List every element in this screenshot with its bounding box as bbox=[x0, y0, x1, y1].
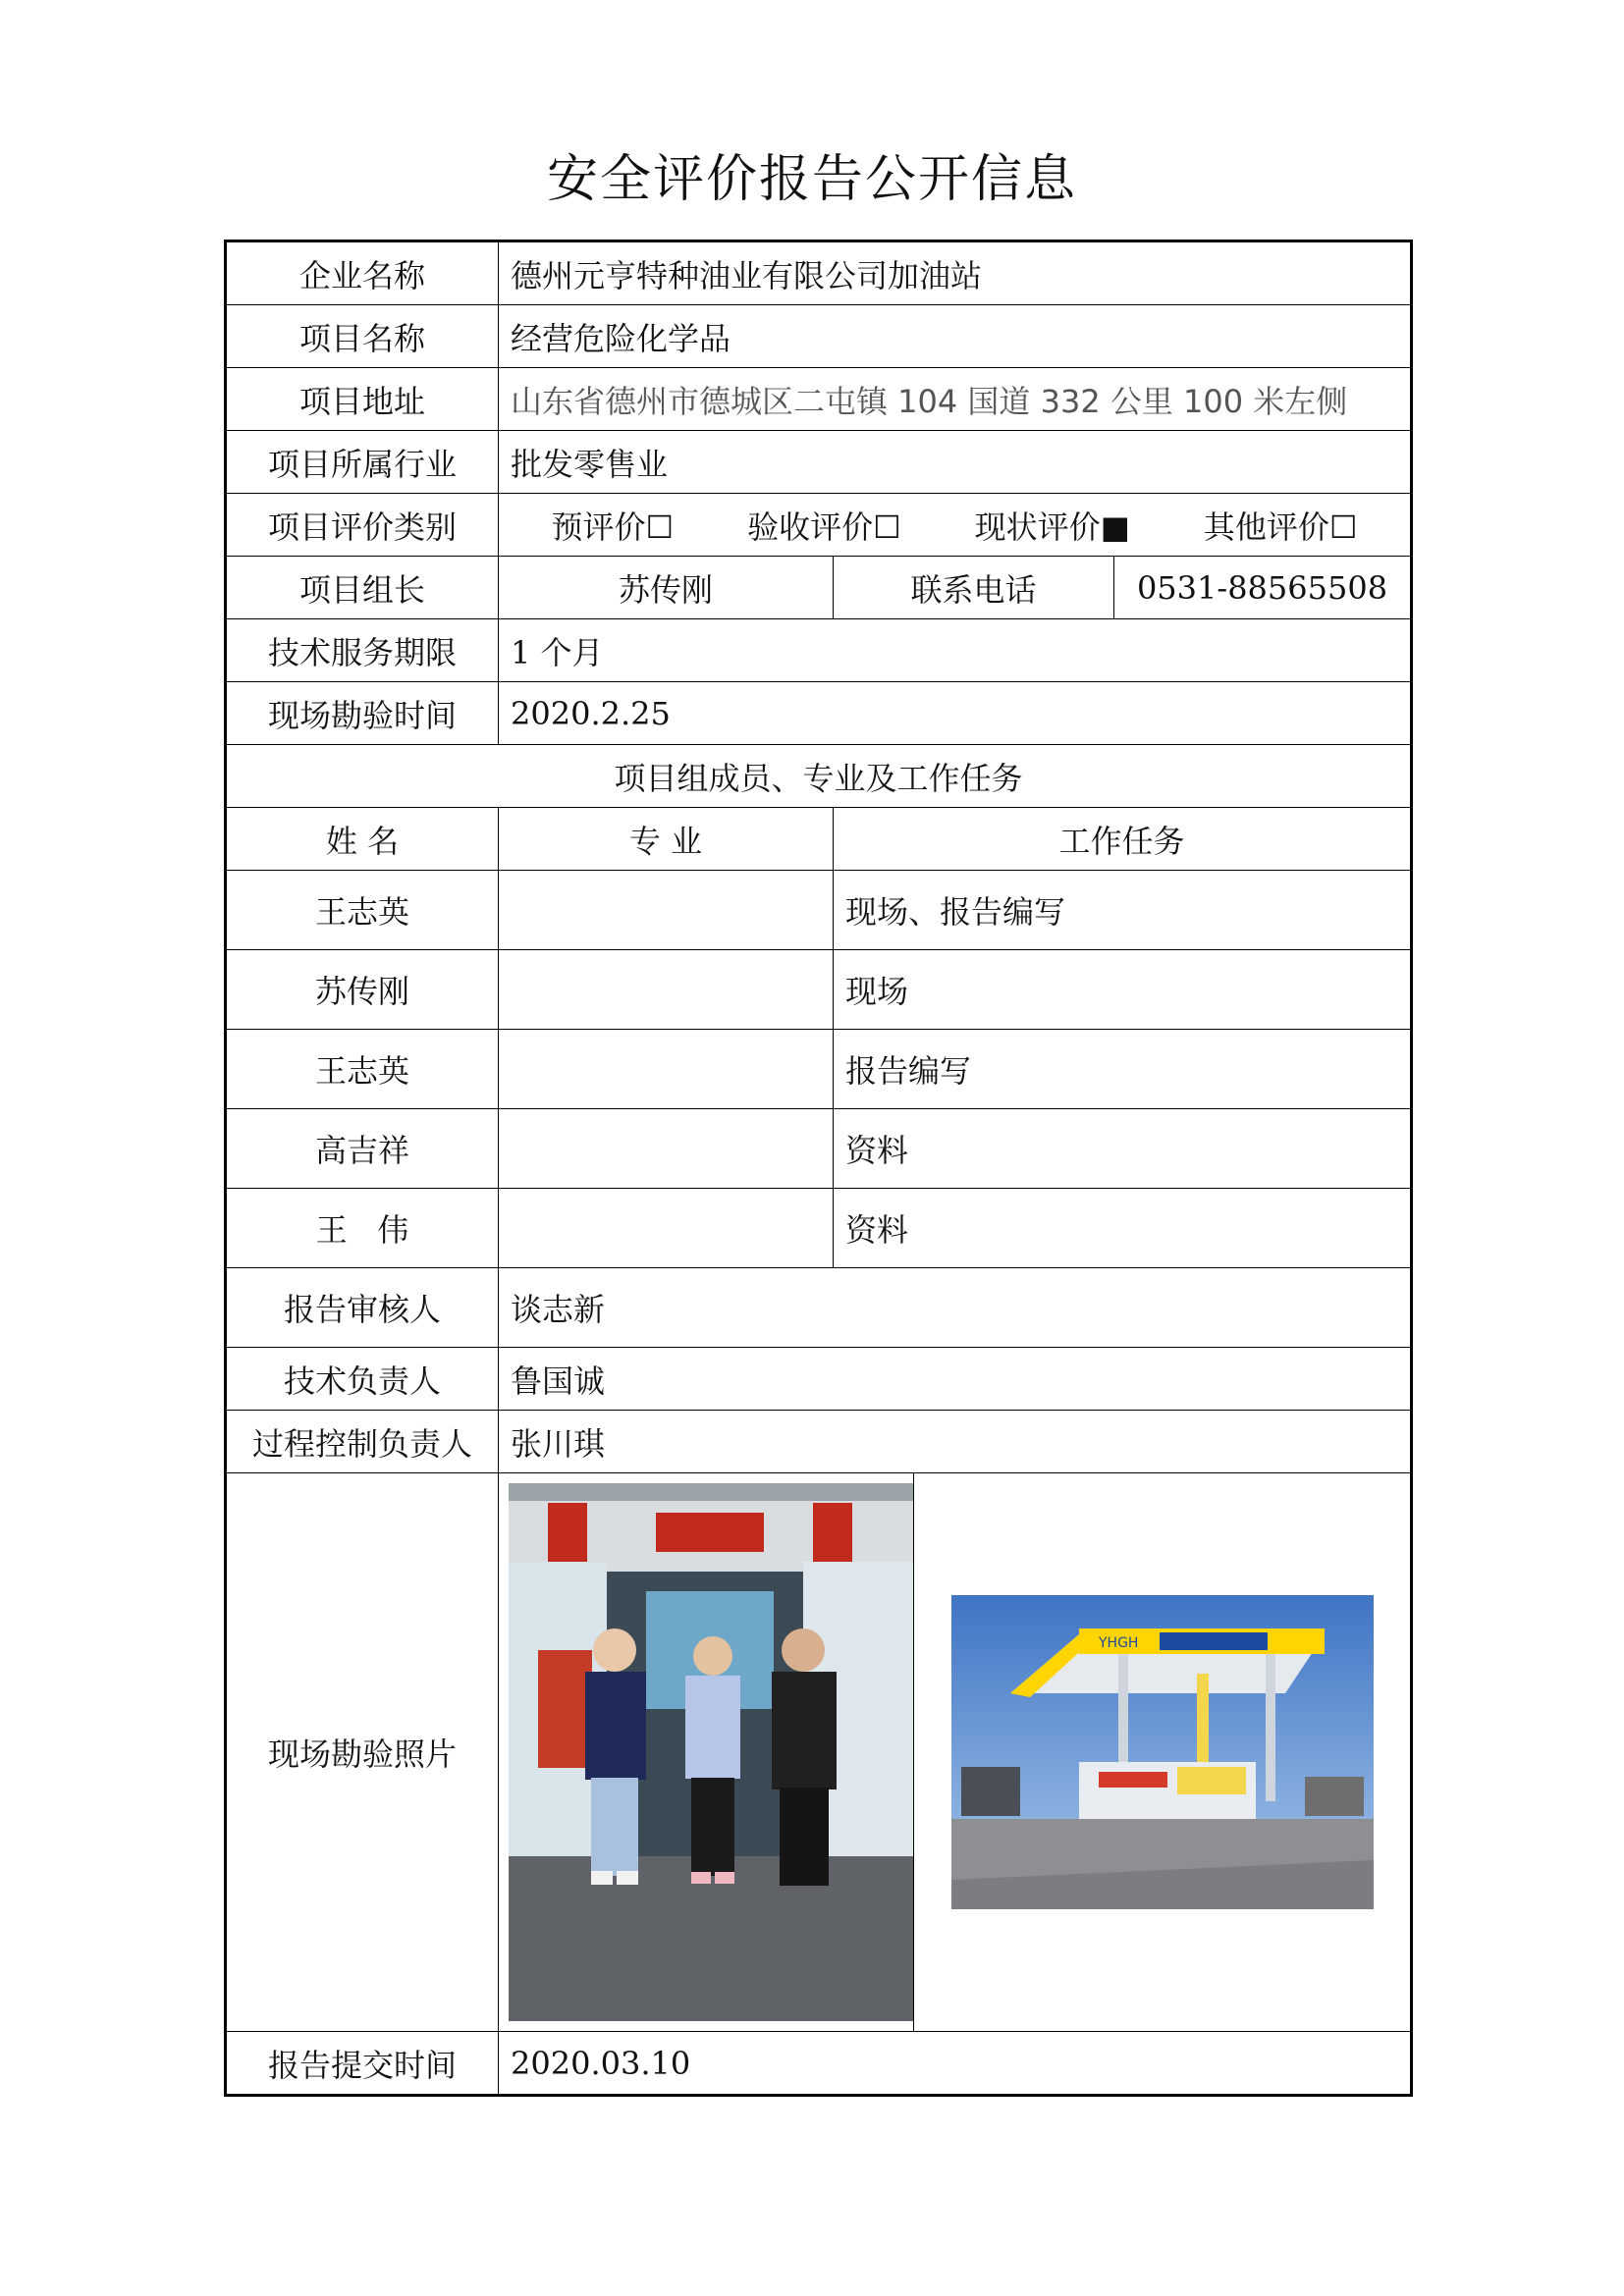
leader-label: 项目组长 bbox=[226, 557, 499, 619]
row-project bbox=[226, 305, 1412, 368]
reviewer-value: 谈志新 bbox=[499, 1268, 1412, 1348]
process-lead-value: 张川琪 bbox=[499, 1411, 1412, 1473]
member-major bbox=[499, 871, 834, 950]
svg-text:YHGH: YHGH bbox=[1098, 1635, 1138, 1651]
member-name: 高吉祥 bbox=[226, 1109, 499, 1189]
photos-label: 现场勘验照片 bbox=[226, 1473, 499, 2032]
row-address bbox=[226, 368, 1412, 431]
company-value: 德州元亨特种油业有限公司加油站 bbox=[499, 241, 1412, 305]
member-name: 苏传刚 bbox=[226, 950, 499, 1030]
member-major bbox=[499, 1189, 834, 1268]
member-row bbox=[226, 950, 1412, 1030]
process-lead-label: 过程控制负责人 bbox=[226, 1411, 499, 1473]
phone-value: 0531-88565508 bbox=[1114, 557, 1412, 619]
member-task: 资料 bbox=[834, 1189, 1412, 1268]
row-members-header bbox=[226, 808, 1412, 871]
header-major: 专 业 bbox=[499, 808, 834, 871]
row-company bbox=[226, 241, 1412, 305]
member-row bbox=[226, 1189, 1412, 1268]
phone-label: 联系电话 bbox=[834, 557, 1114, 619]
member-row bbox=[226, 1030, 1412, 1109]
eval-type-options bbox=[499, 494, 1412, 557]
leader-value: 苏传刚 bbox=[499, 557, 834, 619]
header-task: 工作任务 bbox=[834, 808, 1412, 871]
submit-date: 2020.03.10 bbox=[499, 2032, 1412, 2096]
members-section-title: 项目组成员、专业及工作任务 bbox=[226, 745, 1412, 808]
eval-type-pre: 预评价☐ bbox=[551, 507, 675, 546]
member-name: 王 伟 bbox=[226, 1189, 499, 1268]
info-table bbox=[224, 240, 1413, 2097]
member-task: 现场、报告编写 bbox=[834, 871, 1412, 950]
member-name: 王志英 bbox=[226, 1030, 499, 1109]
service-period-value: 1 个月 bbox=[499, 619, 1412, 682]
eval-type-label: 项目评价类别 bbox=[226, 494, 499, 557]
row-tech-lead bbox=[226, 1348, 1412, 1411]
member-major bbox=[499, 1030, 834, 1109]
member-row bbox=[226, 1109, 1412, 1189]
survey-time-label: 现场勘验时间 bbox=[226, 682, 499, 745]
photo-cell-1 bbox=[499, 1473, 914, 2032]
row-photos bbox=[226, 1473, 1412, 2032]
member-major bbox=[499, 1109, 834, 1189]
survey-time-value: 2020.2.25 bbox=[499, 682, 1412, 745]
member-task: 资料 bbox=[834, 1109, 1412, 1189]
member-task: 现场 bbox=[834, 950, 1412, 1030]
industry-label: 项目所属行业 bbox=[226, 431, 499, 494]
photo-cell-2 bbox=[914, 1473, 1412, 2032]
eval-type-acceptance: 验收评价☐ bbox=[747, 507, 901, 546]
industry-value: 批发零售业 bbox=[499, 431, 1412, 494]
row-leader bbox=[226, 557, 1412, 619]
member-row bbox=[226, 871, 1412, 950]
address-value: 山东省德州市德城区二屯镇 104 国道 332 公里 100 米左侧 bbox=[499, 368, 1412, 431]
row-survey-time bbox=[226, 682, 1412, 745]
row-process-lead bbox=[226, 1411, 1412, 1473]
submit-label: 报告提交时间 bbox=[226, 2032, 499, 2096]
member-task: 报告编写 bbox=[834, 1030, 1412, 1109]
member-major bbox=[499, 950, 834, 1030]
site-people-photo-icon bbox=[509, 1483, 913, 2021]
header-name: 姓 名 bbox=[226, 808, 499, 871]
row-service-period bbox=[226, 619, 1412, 682]
page-title: 安全评价报告公开信息 bbox=[546, 150, 1077, 209]
tech-lead-label: 技术负责人 bbox=[226, 1348, 499, 1411]
project-value: 经营危险化学品 bbox=[499, 305, 1412, 368]
project-label: 项目名称 bbox=[226, 305, 499, 368]
eval-type-current: 现状评价■ bbox=[974, 507, 1130, 546]
service-period-label: 技术服务期限 bbox=[226, 619, 499, 682]
reviewer-label: 报告审核人 bbox=[226, 1268, 499, 1348]
company-label: 企业名称 bbox=[226, 241, 499, 305]
gas-station-photo-icon bbox=[951, 1595, 1374, 1909]
row-industry bbox=[226, 431, 1412, 494]
row-eval-type bbox=[226, 494, 1412, 557]
row-members-title bbox=[226, 745, 1412, 808]
eval-type-other: 其他评价☐ bbox=[1203, 507, 1358, 546]
row-reviewer bbox=[226, 1268, 1412, 1348]
address-label: 项目地址 bbox=[226, 368, 499, 431]
member-name: 王志英 bbox=[226, 871, 499, 950]
row-submit bbox=[226, 2032, 1412, 2096]
tech-lead-value: 鲁国诚 bbox=[499, 1348, 1412, 1411]
